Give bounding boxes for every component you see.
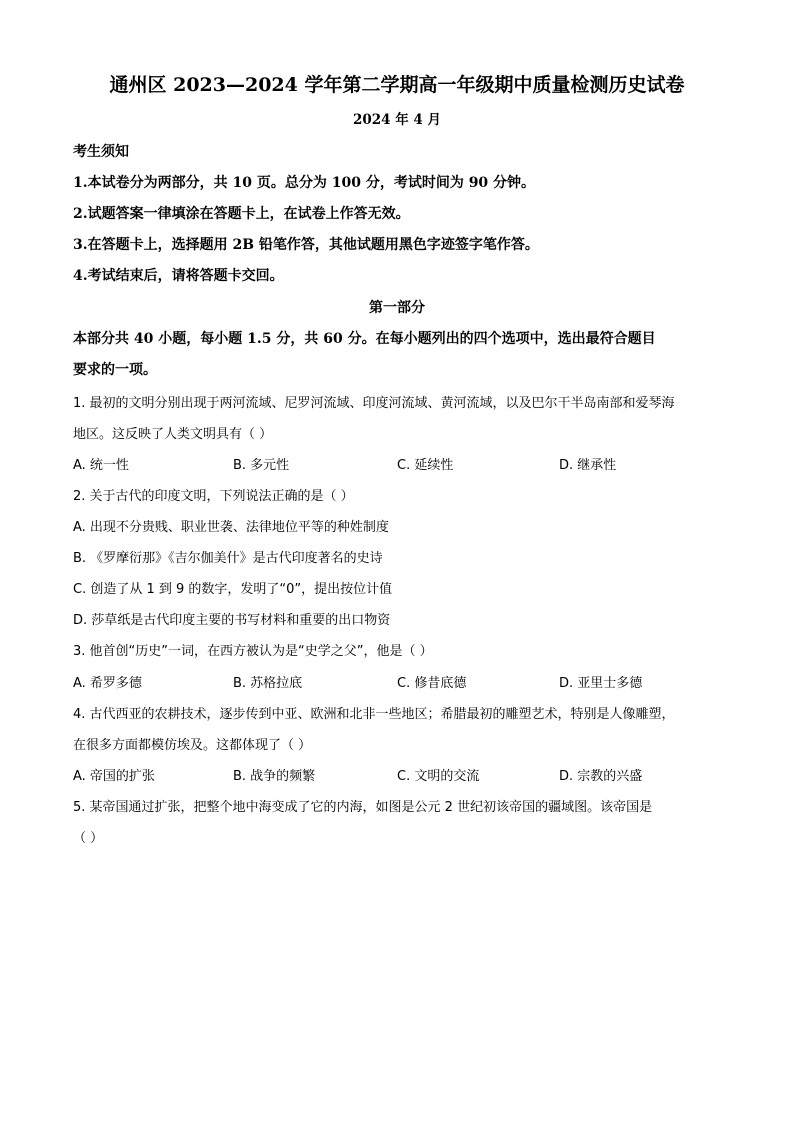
question-1-option-d: D. 继承性 — [559, 458, 617, 473]
question-2-option-d: D. 莎草纸是古代印度主要的书写材料和重要的出口物资 — [73, 613, 391, 628]
question-2-option-a: A. 出现不分贵贱、职业世袭、法律地位平等的种姓制度 — [73, 520, 389, 535]
exam-title: 通州区 2023—2024 学年第二学期高一年级期中质量检测历史试卷 — [109, 74, 685, 96]
question-1-option-c: C. 延续性 — [397, 458, 454, 473]
notice-heading: 考生须知 — [73, 144, 129, 160]
question-1-stem: 1. 最初的文明分别出现于两河流域、尼罗河流域、印度河流域、黄河流域，以及巴尔干半岛南部和爱琴海 — [73, 396, 675, 411]
question-4-option-b: B. 战争的频繁 — [233, 769, 316, 784]
notice-item: 3.在答题卡上，选择题用 2B 铅笔作答，其他试题用黑色字迹签字笔作答。 — [73, 237, 539, 253]
notice-item: 4.考试结束后，请将答题卡交回。 — [73, 268, 284, 284]
question-3-option-c: C. 修昔底德 — [397, 676, 467, 691]
question-4-stem: 在很多方面都模仿埃及。这都体现了（ ） — [73, 738, 312, 753]
question-2-stem: 2. 关于古代的印度文明，下列说法正确的是（ ） — [73, 489, 354, 504]
question-3-option-d: D. 亚里士多德 — [559, 676, 643, 691]
part1-heading: 第一部分 — [369, 300, 425, 316]
question-3-option-a: A. 希罗多德 — [73, 676, 142, 691]
part1-instruction: 要求的一项。 — [73, 362, 157, 378]
question-1-stem: 地区。这反映了人类文明具有（ ） — [73, 427, 273, 442]
question-2-option-b: B. 《罗摩衍那》《吉尔伽美什》是古代印度著名的史诗 — [73, 551, 383, 566]
question-4-option-d: D. 宗教的兴盛 — [559, 769, 643, 784]
question-3-stem: 3. 他首创“历史”一词，在西方被认为是“史学之父”，他是（ ） — [73, 644, 433, 659]
question-4-option-a: A. 帝国的扩张 — [73, 769, 155, 784]
notice-item: 2.试题答案一律填涂在答题卡上，在试卷上作答无效。 — [73, 206, 410, 222]
question-3-option-b: B. 苏格拉底 — [233, 676, 303, 691]
question-4-stem: 4. 古代西亚的农耕技术，逐步传到中亚、欧洲和北非一些地区；希腊最初的雕塑艺术，特别是人像雕塑， — [73, 707, 675, 722]
exam-date: 2024 年 4 月 — [352, 112, 442, 128]
question-5-stem: 5. 某帝国通过扩张，把整个地中海变成了它的内海，如图是公元 2 世纪初该帝国的疆域图。该帝国是 — [73, 800, 653, 815]
question-1-option-a: A. 统一性 — [73, 458, 129, 473]
question-5-stem: （ ） — [73, 831, 104, 846]
question-1-option-b: B. 多元性 — [233, 458, 290, 473]
question-4-option-c: C. 文明的交流 — [397, 769, 480, 784]
part1-instruction: 本部分共 40 小题，每小题 1.5 分，共 60 分。在每小题列出的四个选项中，选出最符合题目 — [73, 331, 656, 347]
question-2-option-c: C. 创造了从 1 到 9 的数字，发明了“0”，提出按位计值 — [73, 582, 393, 597]
notice-item: 1.本试卷分为两部分，共 10 页。总分为 100 分，考试时间为 90 分钟。 — [73, 175, 536, 191]
